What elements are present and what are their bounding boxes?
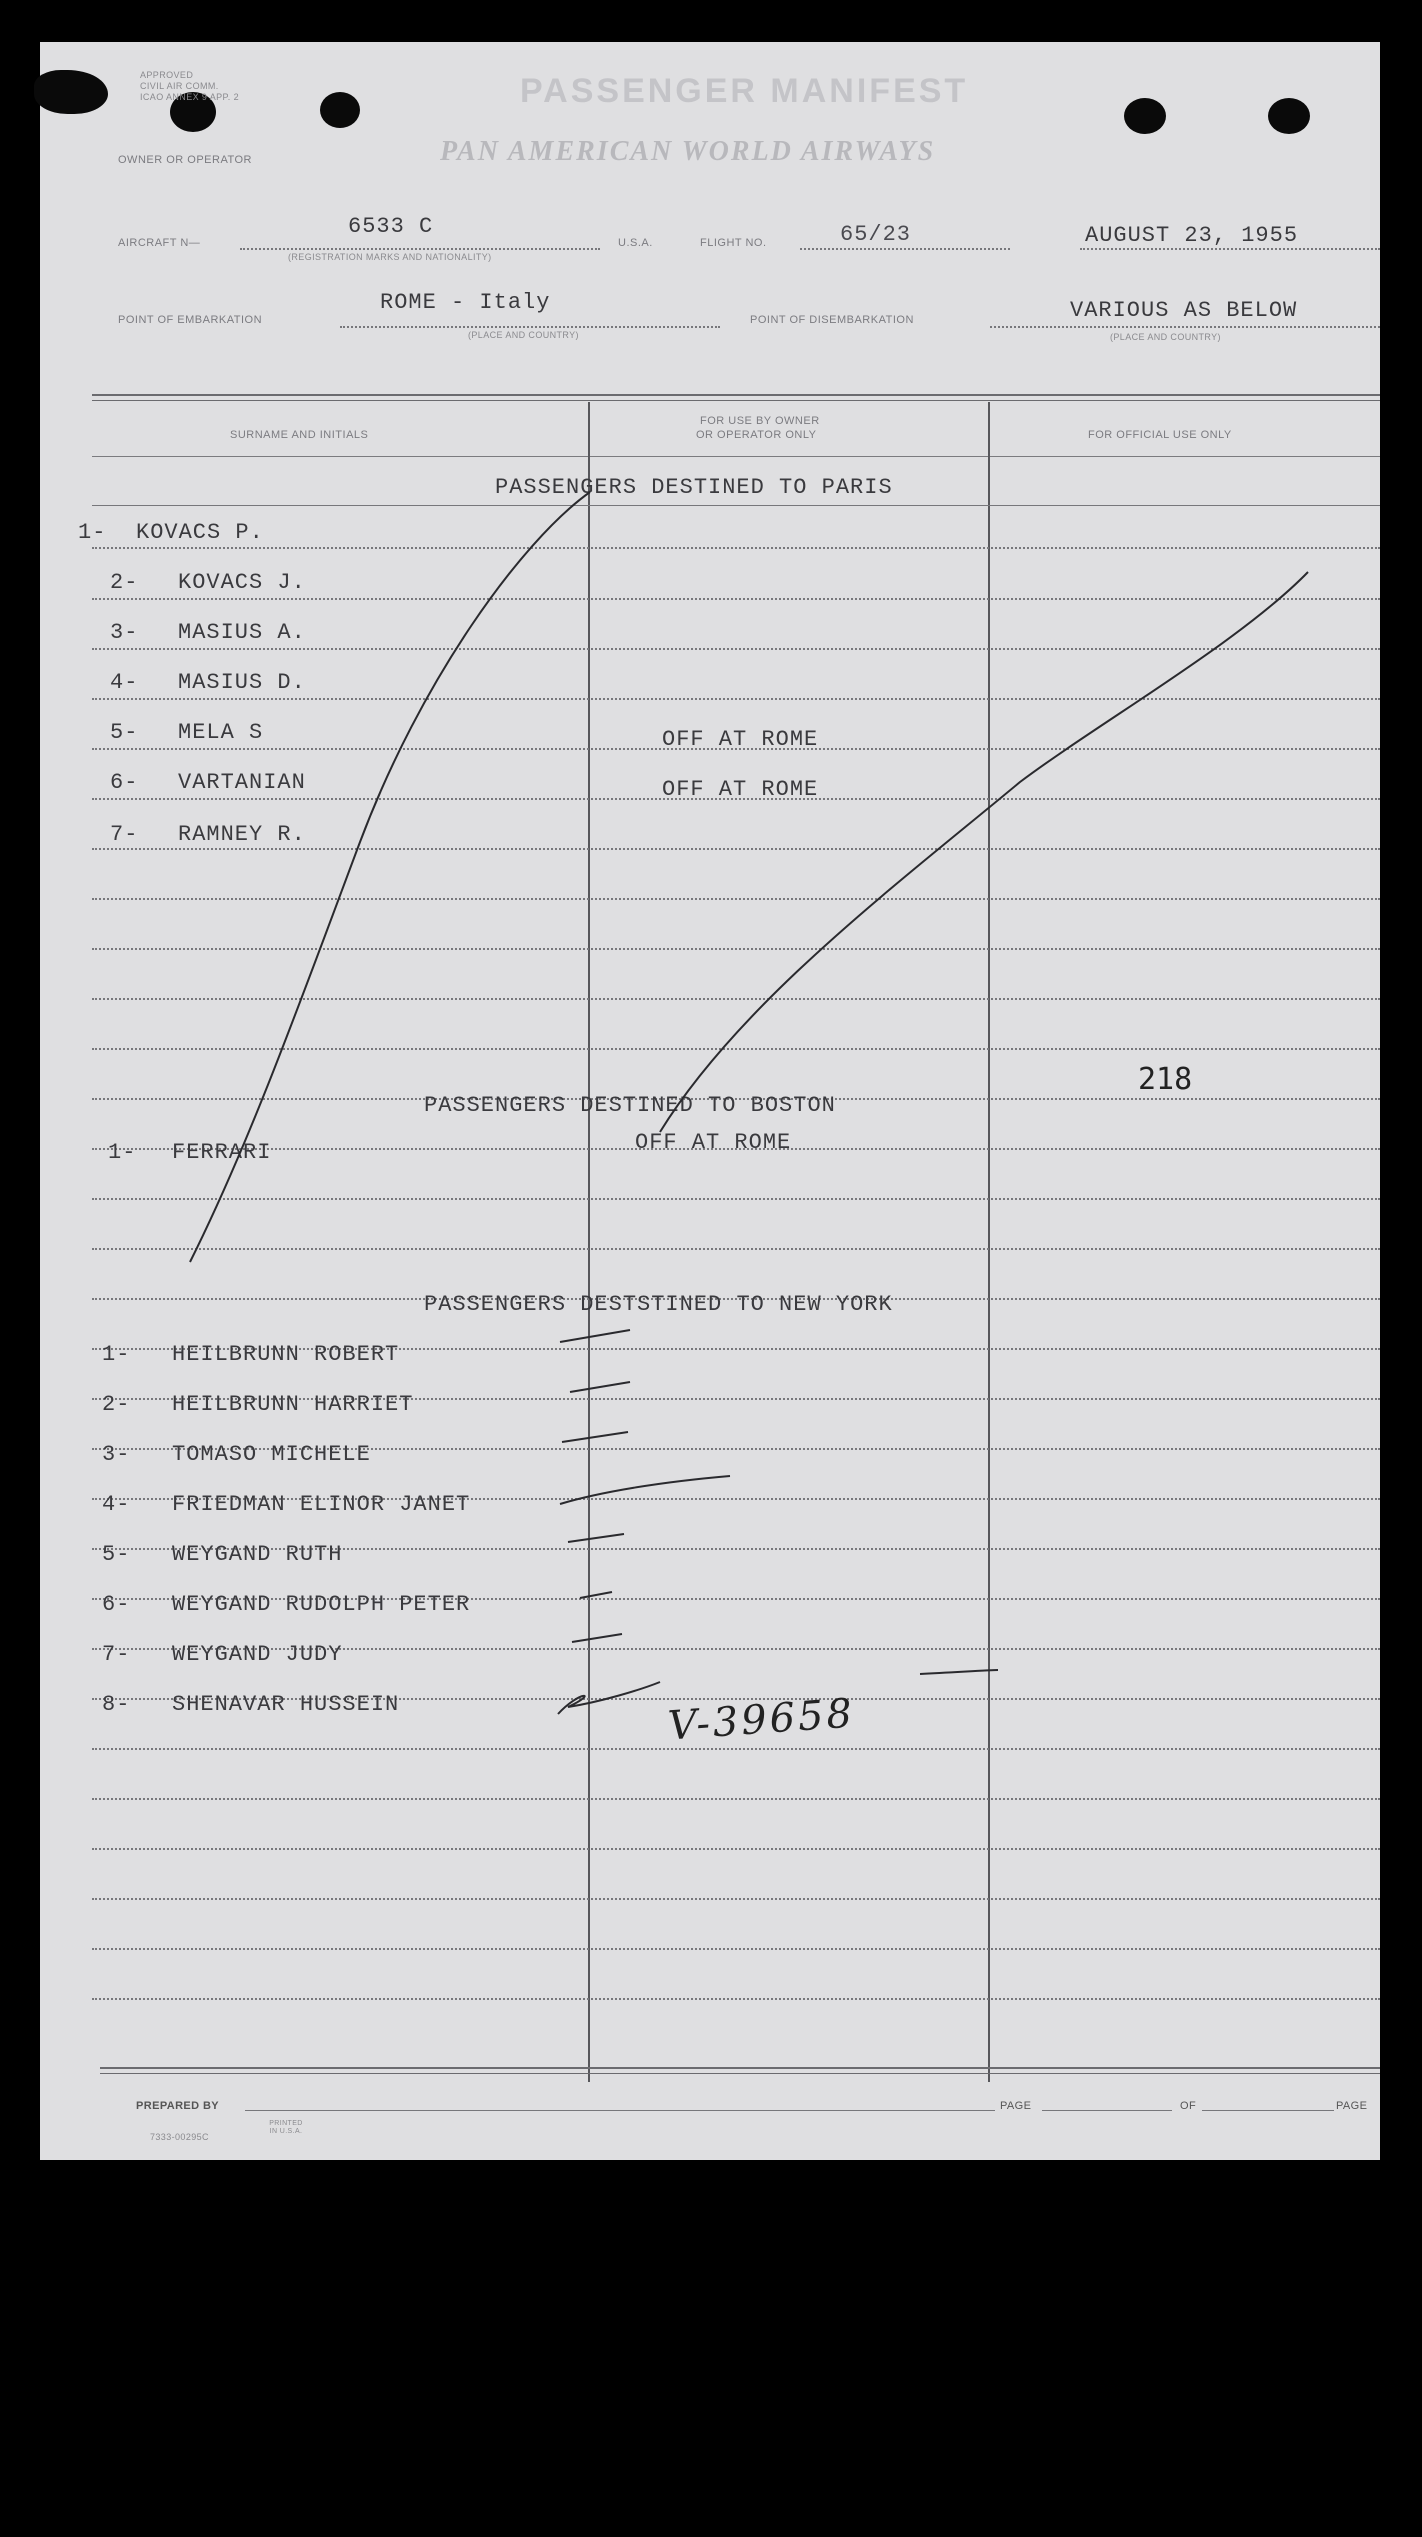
check-mark <box>560 1476 730 1504</box>
manifest-title: PASSENGER MANIFEST <box>520 72 969 110</box>
passenger-name: MELA S <box>178 720 264 745</box>
passenger-name: KOVACS P. <box>136 520 264 545</box>
check-mark <box>558 1682 660 1714</box>
passenger-name: WEYGAND RUTH <box>172 1542 343 1567</box>
embark-value: ROME - Italy <box>380 290 551 315</box>
aircraft-label: AIRCRAFT N— <box>118 237 201 249</box>
passenger-note: OFF AT ROME <box>662 727 819 752</box>
flight-value: 65/23 <box>840 222 912 247</box>
airline-name: PAN AMERICAN WORLD AIRWAYS <box>440 136 936 167</box>
passenger-name: SHENAVAR HUSSEIN <box>172 1692 400 1717</box>
form-number: 7333-00295C <box>150 2132 209 2142</box>
passenger-name: KOVACS J. <box>178 570 306 595</box>
section-heading-boston: PASSENGERS DESTINED TO BOSTON <box>424 1093 836 1118</box>
underline-stroke <box>920 1670 998 1674</box>
check-mark <box>568 1534 624 1542</box>
prepared-by-label: PREPARED BY <box>136 2100 220 2112</box>
col-official-header: FOR OFFICIAL USE ONLY <box>1088 429 1232 441</box>
passenger-note: OFF AT ROME <box>662 777 819 802</box>
usa-label: U.S.A. <box>618 237 653 249</box>
aircraft-sub: (REGISTRATION MARKS AND NATIONALITY) <box>288 252 492 262</box>
passenger-name: TOMASO MICHELE <box>172 1442 371 1467</box>
strike-line-left <box>190 492 590 1262</box>
embark-label: POINT OF EMBARKATION <box>118 314 263 326</box>
passenger-name: WEYGAND RUDOLPH PETER <box>172 1592 471 1617</box>
col-owner-header-line1: FOR USE BY OWNER <box>700 415 820 427</box>
section-heading-new-york: PASSENGERS DESTSTINED TO NEW YORK <box>424 1292 893 1317</box>
flight-label: FLIGHT NO. <box>700 237 767 249</box>
official-number: 218 <box>1138 1062 1193 1097</box>
check-mark <box>562 1432 628 1442</box>
passenger-name: FRIEDMAN ELINOR JANET <box>172 1492 471 1517</box>
col-surname-header: SURNAME AND INITIALS <box>230 429 369 441</box>
disembark-value: VARIOUS AS BELOW <box>1070 298 1298 323</box>
passenger-name: RAMNEY R. <box>178 822 306 847</box>
passenger-name: MASIUS D. <box>178 670 306 695</box>
page-label: PAGE <box>1000 2100 1032 2112</box>
check-mark <box>570 1382 630 1392</box>
passenger-name: VARTANIAN <box>178 770 306 795</box>
of-label: OF <box>1180 2100 1197 2112</box>
handwritten-note: V-39658 <box>666 1690 857 1750</box>
flight-date: AUGUST 23, 1955 <box>1085 223 1299 248</box>
pen-marks <box>40 42 1380 2160</box>
printer-mark: PRINTED IN U.S.A. <box>269 2120 303 2135</box>
embark-sub: (PLACE AND COUNTRY) <box>468 330 579 340</box>
owner-label: OWNER OR OPERATOR <box>118 154 252 166</box>
page2-label: PAGE <box>1336 2100 1368 2112</box>
passenger-name: FERRARI <box>172 1140 272 1165</box>
passenger-name: HEILBRUNN HARRIET <box>172 1392 414 1417</box>
passenger-note: OFF AT ROME <box>635 1130 792 1155</box>
section-heading-paris: PASSENGERS DESTINED TO PARIS <box>495 475 893 500</box>
strike-line-right <box>660 572 1308 1132</box>
corner-stamp: APPROVED CIVIL AIR COMM. ICAO ANNEX 9 APP. 2 <box>140 70 239 102</box>
passenger-name: WEYGAND JUDY <box>172 1642 343 1667</box>
manifest-page: APPROVED CIVIL AIR COMM. ICAO ANNEX 9 APP. 2 PASSENGER MANIFEST PAN AMERICAN WORLD AIRWAYS OWNER OR OPERATOR AIRCRAFT N— 6533 C (REGISTRATION MARKS AND NATIONALITY) U.S.A. FLIGHT NO. 65/23 AUGUST 23, 1955 POINT OF EMBARKATION ROME - Italy (PLACE AND COUNTRY) POINT OF DISEMBARKATION VARIOUS AS BELOW (PLACE AND COUNTRY) SURNAME AND INITIALS FOR USE BY OWNER OR OPERATOR ONLY FOR OFFICIAL USE ONLY PASSENGERS DESTINED TO PARIS 1- KOVACS P. 2- KOVACS J. 3- MASIUS A. 4- MASIUS D. 5- MELA S OFF AT ROME 6- VARTANIAN OFF AT ROME 7- RAMNEY R. 218 PASSENGERS DESTINED TO BOSTON 1- FERRARI OFF AT ROME PASSENGERS DESTSTINED TO NEW YORK 1- HEILBRUNN ROBERT 2- HEILBRUNN HARRIET 3- TOMASO MICHELE 4- FRIEDMAN ELINOR JANET 5- WEYGAND RUTH 6- WEYGAND RUDOLPH PETER 7- WEYGAND JUDY 8- SHENAVAR HUSSEIN V-39658 PREPARED BY PAGE OF PAGE 7333-00295C PRINTED IN U.S.A. <box>40 42 1380 2160</box>
col-owner-header-line2: OR OPERATOR ONLY <box>696 429 817 441</box>
check-mark <box>572 1634 622 1642</box>
passenger-name: HEILBRUNN ROBERT <box>172 1342 400 1367</box>
passenger-name: MASIUS A. <box>178 620 306 645</box>
check-mark <box>580 1592 612 1598</box>
aircraft-value: 6533 C <box>348 214 434 239</box>
disembark-sub: (PLACE AND COUNTRY) <box>1110 332 1221 342</box>
disembark-label: POINT OF DISEMBARKATION <box>750 314 914 326</box>
check-mark <box>560 1330 630 1342</box>
